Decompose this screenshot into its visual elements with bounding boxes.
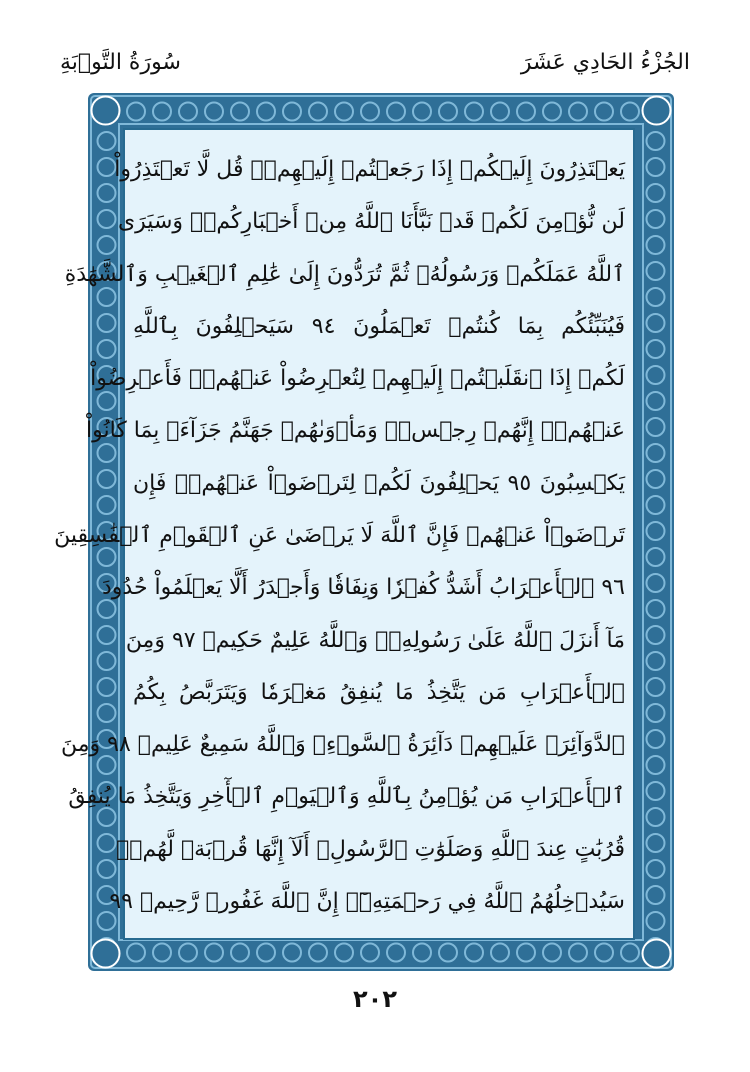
verse-line: عَنۡهُمۡۖ إِنَّهُمۡ رِجۡسٞۖ وَمَأۡوَىٰهُمۡ جَهَنَّمُ جَزَآءَۢ بِمَا كَانُواْ bbox=[86, 418, 625, 444]
verse-line: يَكۡسِبُونَ ٩٥ يَحۡلِفُونَ لَكُمۡ لِتَرۡضَوۡاْ عَنۡهُمۡۖ فَإِن bbox=[133, 470, 625, 496]
verse-line: لَكُمۡ إِذَا ٱنقَلَبۡتُمۡ إِلَيۡهِمۡ لِتُعۡرِضُواْ عَنۡهُمۡۖ فَأَعۡرِضُواْ bbox=[90, 366, 625, 392]
verse-line: لَن نُّؤۡمِنَ لَكُمۡ قَدۡ نَبَّأَنَا ٱللَّهُ مِنۡ أَخۡبَارِكُمۡۚ وَسَيَرَى bbox=[117, 209, 625, 235]
text-area bbox=[54, 128, 635, 940]
verse-line: تَرۡضَوۡاْ عَنۡهُمۡ فَإِنَّ ٱللَّهَ لَا يَرۡضَىٰ عَنِ ٱلۡقَوۡمِ ٱلۡفَٰسِقِينَ bbox=[54, 522, 625, 548]
corner-medallion bbox=[643, 97, 671, 125]
verse-line: ٱلدَّوَآئِرَۚ عَلَيۡهِمۡ دَآئِرَةُ ٱلسَّوۡءِۗ وَٱللَّهُ سَمِيعٌ عَلِيمٞ ٩٨ وَمِنَ bbox=[61, 732, 625, 758]
verse-line: قُرُبَٰتٍ عِندَ ٱللَّهِ وَصَلَوَٰتِ ٱلرَّسُولِۚ أَلَآ إِنَّهَا قُرۡبَةٞ لَّهُمۡۚ bbox=[116, 836, 625, 862]
verse-line: يَعۡتَذِرُونَ إِلَيۡكُمۡ إِذَا رَجَعۡتُمۡ إِلَيۡهِمۡۚ قُل لَّا تَعۡتَذِرُواْ bbox=[114, 157, 625, 182]
verse-lines bbox=[54, 144, 625, 928]
page-header bbox=[60, 50, 690, 90]
verse-line: فَيُنَبِّئُكُم بِمَا كُنتُمۡ تَعۡمَلُونَ ٩٤ سَيَحۡلِفُونَ بِٱللَّهِ bbox=[133, 313, 625, 339]
page-number: ٢٠٢ bbox=[353, 985, 397, 1013]
verse-line: سَيُدۡخِلُهُمُ ٱللَّهُ فِي رَحۡمَتِهِۦٓۚ إِنَّ ٱللَّهَ غَفُورٞ رَّحِيمٞ ٩٩ bbox=[109, 888, 625, 914]
verse-line: مَآ أَنزَلَ ٱللَّهُ عَلَىٰ رَسُولِهِۦۗ وَٱللَّهُ عَلِيمٌ حَكِيمٞ ٩٧ وَمِنَ bbox=[125, 627, 625, 653]
corner-medallion bbox=[92, 940, 120, 968]
juz-title: الجُزْءُ الحَادِي عَشَرَ bbox=[520, 50, 690, 75]
verse-line: ٩٦ ٱلۡأَعۡرَابُ أَشَدُّ كُفۡرٗا وَنِفَاقٗا وَأَجۡدَرُ أَلَّا يَعۡلَمُواْ حُدُودَ bbox=[102, 575, 625, 601]
verse-line: ٱللَّهُ عَمَلَكُمۡ وَرَسُولُهُۥ ثُمَّ تُرَدُّونَ إِلَىٰ عَٰلِمِ ٱلۡغَيۡبِ وَٱلشَّهَٰدَةِ bbox=[64, 261, 625, 287]
verse-line: ٱلۡأَعۡرَابِ مَن يَتَّخِذُ مَا يُنفِقُ مَغۡرَمٗا وَيَتَرَبَّصُ بِكُمُ bbox=[133, 679, 625, 705]
corner-medallion bbox=[92, 97, 120, 125]
surah-title: سُورَةُ التَّوۡبَةِ bbox=[60, 50, 181, 75]
corner-medallion bbox=[643, 940, 671, 968]
verse-line: ٱلۡأَعۡرَابِ مَن يُؤۡمِنُ بِٱللَّهِ وَٱلۡيَوۡمِ ٱلۡأٓخِرِ وَيَتَّخِذُ مَا يُنفِقُ bbox=[68, 784, 625, 810]
